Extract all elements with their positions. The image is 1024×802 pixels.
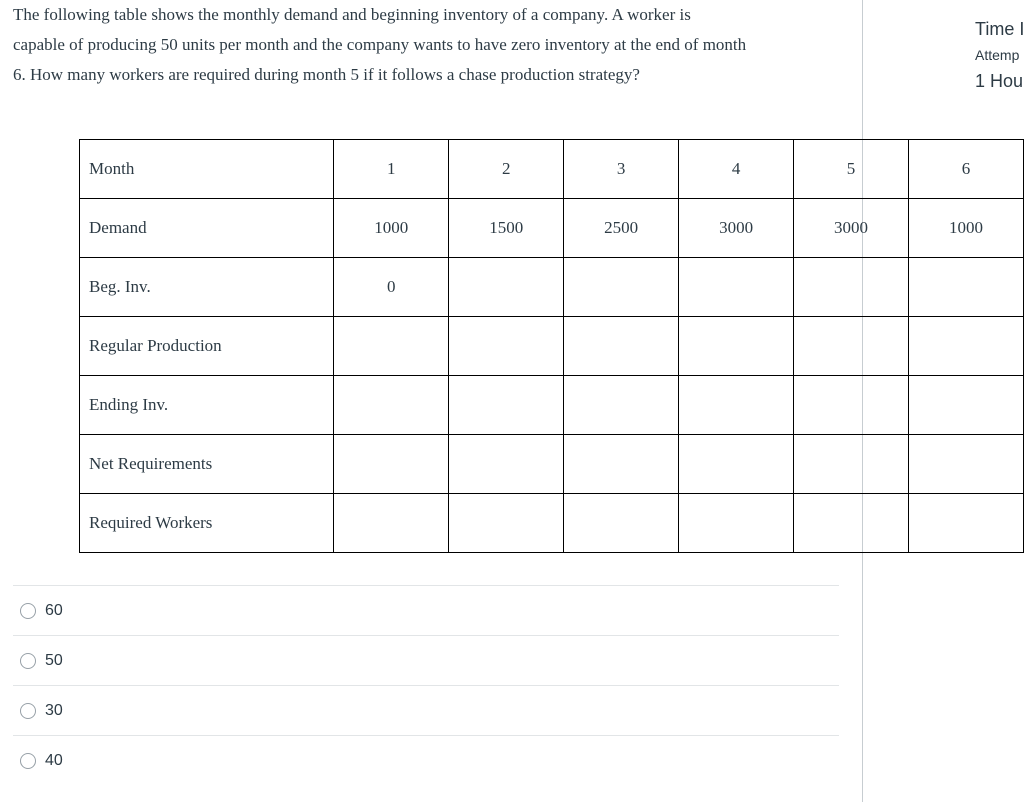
- answer-option[interactable]: [13, 635, 839, 685]
- table-cell: 1000: [334, 199, 449, 258]
- table-cell: [564, 258, 679, 317]
- answer-option[interactable]: [13, 685, 839, 735]
- radio-button[interactable]: [20, 703, 36, 719]
- table-cell: 2: [449, 140, 564, 199]
- table-cell: 2500: [564, 199, 679, 258]
- answer-label: 50: [45, 651, 63, 669]
- table-cell: [679, 317, 794, 376]
- demand-table: [79, 139, 1024, 553]
- row-label: Demand: [80, 199, 334, 258]
- table-cell: 1500: [449, 199, 564, 258]
- table-row: [80, 494, 1024, 553]
- table-cell: [564, 317, 679, 376]
- question-line: The following table shows the monthly demand and beginning inventory of a company. A worker is: [13, 5, 691, 24]
- question-line: capable of producing 50 units per month and the company wants to have zero inventory at the end of month: [13, 35, 747, 54]
- table-cell: [679, 376, 794, 435]
- table-cell: [449, 376, 564, 435]
- table-cell: [679, 435, 794, 494]
- row-label: Required Workers: [80, 494, 334, 553]
- table-cell: 4: [679, 140, 794, 199]
- table-row: [80, 376, 1024, 435]
- table-cell: [334, 376, 449, 435]
- table-row: [80, 317, 1024, 376]
- table-cell: [449, 494, 564, 553]
- radio-button[interactable]: [20, 753, 36, 769]
- table-cell: [679, 494, 794, 553]
- table-cell: [794, 494, 909, 553]
- question-line: 6. How many workers are required during month 5 if it follows a chase production strategy?: [13, 65, 640, 84]
- table-cell: 3000: [794, 199, 909, 258]
- time-value: 1 Hou: [975, 71, 1024, 91]
- table-cell: 0: [334, 258, 449, 317]
- table-cell: [449, 258, 564, 317]
- answer-label: 30: [45, 701, 63, 719]
- answer-options: [13, 585, 839, 785]
- quiz-info-panel: [975, 16, 1024, 94]
- table-cell: [564, 376, 679, 435]
- row-label: Beg. Inv.: [80, 258, 334, 317]
- radio-button[interactable]: [20, 653, 36, 669]
- table-cell: [908, 435, 1023, 494]
- table-cell: [449, 435, 564, 494]
- table-row: [80, 199, 1024, 258]
- attempt-label: Attemp: [975, 47, 1020, 63]
- table-row: [80, 140, 1024, 199]
- table-row: [80, 435, 1024, 494]
- table-cell: [908, 258, 1023, 317]
- table-cell: [564, 494, 679, 553]
- table-cell: [794, 435, 909, 494]
- table-cell: [334, 435, 449, 494]
- radio-button[interactable]: [20, 603, 36, 619]
- row-label: Month: [80, 140, 334, 199]
- answer-option[interactable]: [13, 735, 839, 785]
- table-cell: [908, 317, 1023, 376]
- answer-label: 40: [45, 751, 63, 769]
- table-cell: [908, 376, 1023, 435]
- table-cell: [449, 317, 564, 376]
- table-cell: 1000: [908, 199, 1023, 258]
- table-cell: [794, 258, 909, 317]
- table-cell: 6: [908, 140, 1023, 199]
- table-row: [80, 258, 1024, 317]
- table-cell: 3000: [679, 199, 794, 258]
- time-limit-label: Time I: [975, 19, 1024, 39]
- table-cell: [908, 494, 1023, 553]
- question-text: [13, 0, 853, 90]
- table-cell: 3: [564, 140, 679, 199]
- row-label: Regular Production: [80, 317, 334, 376]
- table-cell: 1: [334, 140, 449, 199]
- table-cell: [794, 376, 909, 435]
- answer-label: 60: [45, 601, 63, 619]
- row-label: Net Requirements: [80, 435, 334, 494]
- table-cell: [334, 494, 449, 553]
- answer-option[interactable]: [13, 585, 839, 635]
- row-label: Ending Inv.: [80, 376, 334, 435]
- table-cell: [564, 435, 679, 494]
- table-cell: [334, 317, 449, 376]
- table-cell: 5: [794, 140, 909, 199]
- table-cell: [794, 317, 909, 376]
- table-cell: [679, 258, 794, 317]
